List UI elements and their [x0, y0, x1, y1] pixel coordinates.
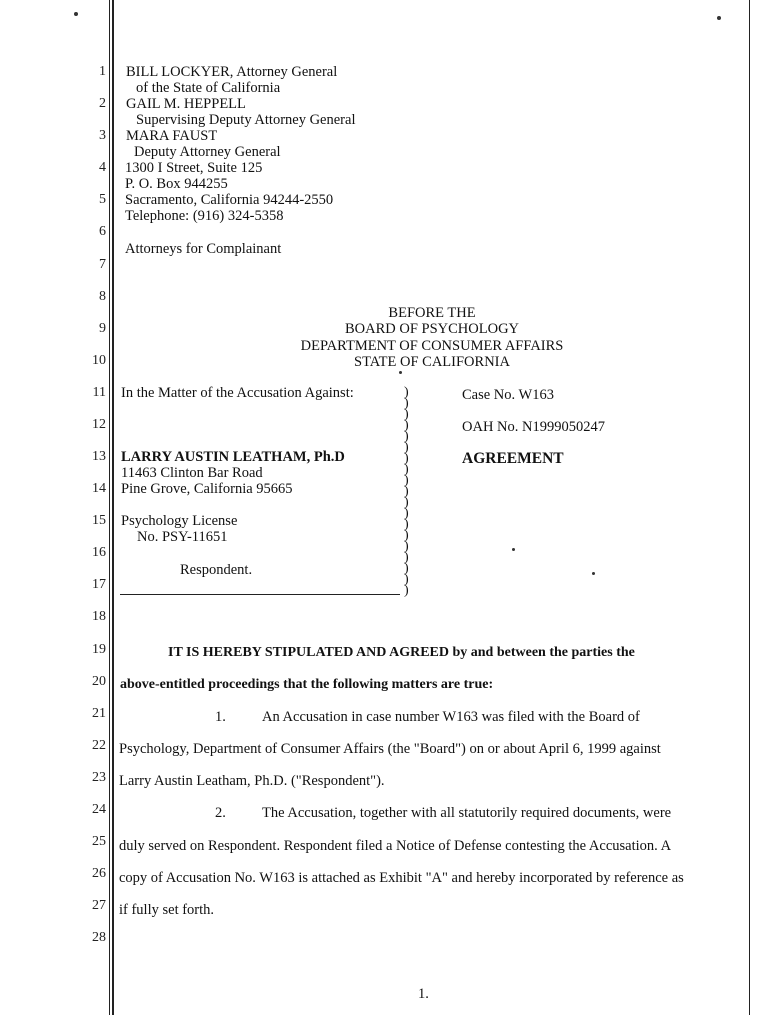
line-number: 2 — [99, 96, 106, 111]
paragraph-1-line-2: Psychology, Department of Consumer Affairs (the "Board") on or about April 6, 1999 against — [119, 741, 661, 757]
line-number: 27 — [92, 898, 106, 913]
stipulation-line-2: above-entitled proceedings that the following matters are true: — [120, 677, 494, 692]
oah-number: OAH No. N1999050247 — [462, 419, 605, 435]
heading-department: DEPARTMENT OF CONSUMER AFFAIRS — [300, 338, 564, 354]
left-margin-rule-inner — [112, 0, 114, 1015]
line-number: 14 — [92, 481, 106, 496]
paragraph-2-line-2: duly served on Respondent. Respondent filed a Notice of Defense contesting the Accusation. A — [119, 838, 672, 854]
caption-parenthesis-column: ) ) ) ) ) ) ) ) ) ) ) ) ) ) ) ) ) ) ) — [404, 385, 409, 598]
right-margin-rule — [749, 0, 750, 1015]
paragraph-2-line-1: The Accusation, together with all statutorily required documents, were — [262, 805, 672, 821]
paragraph-2-number: 2. — [215, 805, 226, 821]
address-po-box: P. O. Box 944255 — [125, 176, 228, 192]
caption-underline — [120, 594, 400, 595]
paragraph-1-line-3: Larry Austin Leatham, Ph.D. ("Respondent"). — [119, 773, 385, 789]
attorney-general-name: BILL LOCKYER, Attorney General — [126, 64, 338, 80]
line-number: 13 — [92, 449, 106, 464]
attorney-general-state: of the State of California — [136, 80, 281, 96]
line-number: 15 — [92, 513, 106, 528]
line-number: 10 — [92, 353, 106, 368]
line-number: 21 — [92, 706, 106, 721]
line-number: 12 — [92, 417, 106, 432]
line-number: 4 — [99, 160, 106, 175]
scan-speck — [74, 12, 78, 16]
page-number: 1. — [418, 986, 429, 1002]
line-number: 17 — [92, 577, 106, 592]
left-margin-rule-outer — [109, 0, 110, 1015]
respondent-label: Respondent. — [180, 562, 253, 578]
line-number: 26 — [92, 866, 106, 881]
line-number: 8 — [99, 289, 106, 304]
paragraph-2-line-4: if fully set forth. — [119, 902, 215, 918]
stipulation-line-1: IT IS HEREBY STIPULATED AND AGREED by and between the parties the — [168, 645, 635, 660]
line-number: 28 — [92, 930, 106, 945]
line-number: 20 — [92, 674, 106, 689]
document-title: AGREEMENT — [462, 450, 564, 467]
respondent-address-street: 11463 Clinton Bar Road — [121, 465, 263, 481]
line-number: 25 — [92, 834, 106, 849]
paragraph-2-line-3: copy of Accusation No. W163 is attached as Exhibit "A" and hereby incorporated by reference as — [119, 870, 684, 886]
scan-speck — [399, 371, 402, 374]
line-number: 5 — [99, 192, 106, 207]
license-label: Psychology License — [121, 513, 238, 529]
heading-state: STATE OF CALIFORNIA — [354, 354, 510, 370]
case-number: Case No. W163 — [462, 387, 554, 403]
address-street: 1300 I Street, Suite 125 — [125, 160, 263, 176]
scan-speck — [592, 572, 595, 575]
scan-speck — [717, 16, 721, 20]
respondent-address-city: Pine Grove, California 95665 — [121, 481, 293, 497]
heading-before-the: BEFORE THE — [388, 305, 476, 321]
deputy-attorney-name: MARA FAUST — [126, 128, 218, 144]
license-number: No. PSY-11651 — [137, 529, 228, 545]
line-number: 18 — [92, 609, 106, 624]
heading-board: BOARD OF PSYCHOLOGY — [344, 321, 520, 337]
supervising-attorney-name: GAIL M. HEPPELL — [126, 96, 246, 112]
line-number: 23 — [92, 770, 106, 785]
line-number: 7 — [99, 257, 106, 272]
line-number: 24 — [92, 802, 106, 817]
line-number: 1 — [99, 64, 106, 79]
address-city: Sacramento, California 94244-2550 — [125, 192, 334, 208]
line-number: 9 — [99, 321, 106, 336]
paragraph-1-line-1: An Accusation in case number W163 was filed with the Board of — [262, 709, 640, 725]
line-number: 3 — [99, 128, 106, 143]
line-number: 22 — [92, 738, 106, 753]
caption-matter: In the Matter of the Accusation Against: — [121, 385, 354, 401]
line-number: 16 — [92, 545, 106, 560]
line-number: 6 — [99, 224, 106, 239]
respondent-name: LARRY AUSTIN LEATHAM, Ph.D — [121, 449, 345, 465]
line-number: 11 — [92, 385, 106, 400]
scan-speck — [512, 548, 515, 551]
paragraph-1-number: 1. — [215, 709, 226, 725]
deputy-attorney-title: Deputy Attorney General — [134, 144, 281, 160]
telephone: Telephone: (916) 324-5358 — [125, 208, 284, 224]
supervising-attorney-title: Supervising Deputy Attorney General — [136, 112, 356, 128]
line-number: 19 — [92, 642, 106, 657]
attorneys-for-complainant: Attorneys for Complainant — [125, 241, 282, 257]
